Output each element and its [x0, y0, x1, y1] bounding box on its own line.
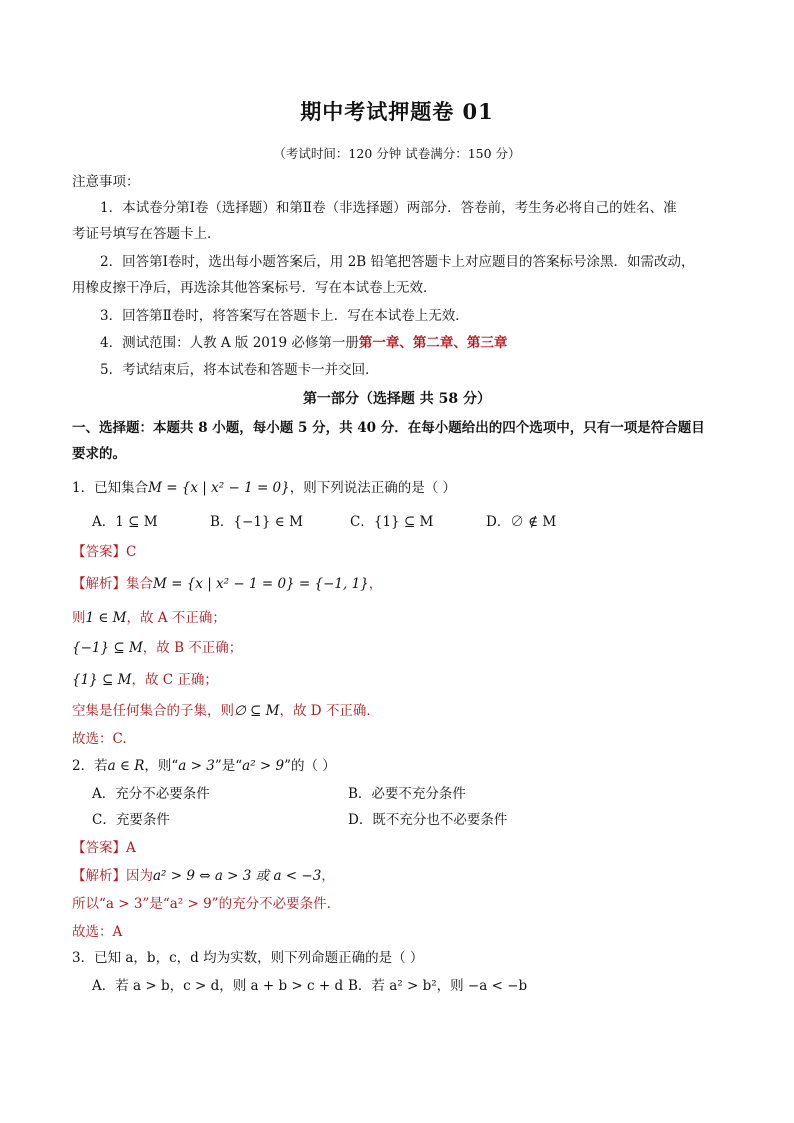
question-1-option-b: B．{−1} ∈ M [210, 514, 303, 530]
notice-item-2-cont: 用橡皮擦干净后，再选涂其他答案标号．写在本试卷上无效． [72, 280, 437, 296]
notice-heading: 注意事项： [72, 174, 140, 190]
exam-info: （考试时间：120 分钟 试卷满分：150 分） [273, 146, 521, 161]
notice-item-3: 3．回答第Ⅱ卷时，将答案写在答题卡上．写在本试卷上无效． [100, 308, 469, 324]
question-2-conclusion: 故选：A [72, 924, 123, 940]
notice-item-4 [100, 333, 507, 353]
notice-item-1-cont: 考证号填写在答题卡上． [72, 226, 221, 242]
analysis-d-pre: 空集是任何集合的子集，则 [72, 703, 234, 719]
analysis-c-formula: {1} ⊆ M [72, 672, 132, 688]
question-3-stem: 3．已知 a，b，c，d 均为实数，则下列命题正确的是（ ） [72, 950, 424, 966]
question-2-mid: ，则“ [144, 758, 179, 774]
analysis-label: 【解析】 [72, 868, 126, 884]
question-1-suffix: ，则下列说法正确的是（ ） [289, 480, 457, 496]
analysis-a-pre: 则 [72, 610, 86, 626]
question-2-mid-2: ”是“ [214, 758, 243, 774]
page-title: 期中考试押题卷 01 [300, 99, 494, 124]
section-instructions: 一、选择题：本题共 8 小题，每小题 5 分，共 40 分．在每小题给出的四个选项中，只有一项是符合题目 [72, 420, 705, 436]
analysis-b-post: ，故 B 不正确； [142, 640, 243, 656]
question-1-option-d: D．∅ ∉ M [486, 514, 557, 530]
answer-label: 【答案】 [72, 544, 126, 560]
question-1-analysis-b [72, 638, 242, 658]
analysis-end: ， [321, 868, 335, 884]
answer-value: A [126, 840, 136, 856]
notice-item-4-text: 4．测试范围：人教 A 版 2019 必修第一册 [100, 335, 359, 351]
analysis-text: 集合 [126, 576, 153, 592]
question-2-formula-1: a ∈ R [107, 758, 145, 774]
section-title: 第一部分（选择题 共 58 分） [302, 391, 492, 407]
analysis-c-post: ，故 C 正确； [131, 672, 218, 688]
question-1-stem [72, 478, 456, 498]
question-1-conclusion: 故选：C. [72, 731, 127, 747]
question-2-option-b: B．必要不充分条件 [348, 786, 466, 802]
analysis-formula: a² > 9 ⇔ a > 3 或 a < −3 [153, 868, 322, 884]
question-3-option-a: A．若 a > b，c > d，则 a + b > c + d [92, 978, 344, 994]
question-2-formula-2: a > 3 [178, 758, 215, 774]
answer-value: C [126, 544, 137, 560]
question-2-answer [72, 838, 136, 858]
analysis-formula: M = {x | x² − 1 = 0} = {−1, 1} [153, 576, 369, 592]
question-1-analysis-c [72, 670, 218, 690]
analysis-b-formula: {−1} ⊆ M [72, 640, 143, 656]
analysis-d-post: ，故 D 不正确． [279, 703, 380, 719]
answer-label: 【答案】 [72, 840, 126, 856]
question-1-option-a: A．1 ⊆ M [92, 514, 158, 530]
question-2-analysis [72, 866, 335, 886]
question-1-analysis-d [72, 701, 380, 721]
analysis-text: 因为 [126, 868, 153, 884]
question-1-formula: M = {x | x² − 1 = 0} [148, 480, 290, 496]
question-1-analysis [72, 574, 382, 594]
analysis-a-formula: 1 ∈ M [85, 610, 127, 626]
analysis-d-formula: ∅ ⊆ M [234, 703, 280, 719]
question-1-prefix: 1．已知集合 [72, 480, 149, 496]
section-instructions-cont: 要求的。 [72, 446, 126, 462]
question-2-prefix: 2．若 [72, 758, 108, 774]
question-2-option-c: C．充要条件 [92, 812, 170, 828]
question-3-option-b: B．若 a² > b²，则 −a < −b [348, 978, 528, 994]
notice-item-1: 1．本试卷分第Ⅰ卷（选择题）和第Ⅱ卷（非选择题）两部分．答卷前，考生务必将自己的姓名、准 [100, 200, 677, 216]
question-2-formula-3: a² > 9 [242, 758, 285, 774]
question-1-analysis-a [72, 608, 226, 628]
chapter-range: 第一章、第二章、第三章 [358, 335, 508, 351]
question-2-analysis-conclusion: 所以“a > 3”是“a² > 9”的充分不必要条件. [72, 896, 331, 912]
notice-item-2: 2．回答第Ⅰ卷时，选出每小题答案后，用 2B 铅笔把答题卡上对应题目的答案标号涂黑．如需改动， [100, 254, 695, 270]
analysis-label: 【解析】 [72, 576, 126, 592]
analysis-a-post: ，故 A 不正确； [126, 610, 226, 626]
question-1-answer [72, 542, 136, 562]
question-2-stem [72, 756, 336, 776]
question-1-option-c: C．{1} ⊆ M [350, 514, 434, 530]
question-2-option-a: A．充分不必要条件 [92, 786, 210, 802]
notice-item-5: 5．考试结束后，将本试卷和答题卡一并交回． [100, 362, 379, 378]
analysis-end: ， [368, 576, 383, 592]
question-2-suffix: ”的（ ） [284, 758, 336, 774]
question-2-option-d: D．既不充分也不必要条件 [348, 812, 508, 828]
